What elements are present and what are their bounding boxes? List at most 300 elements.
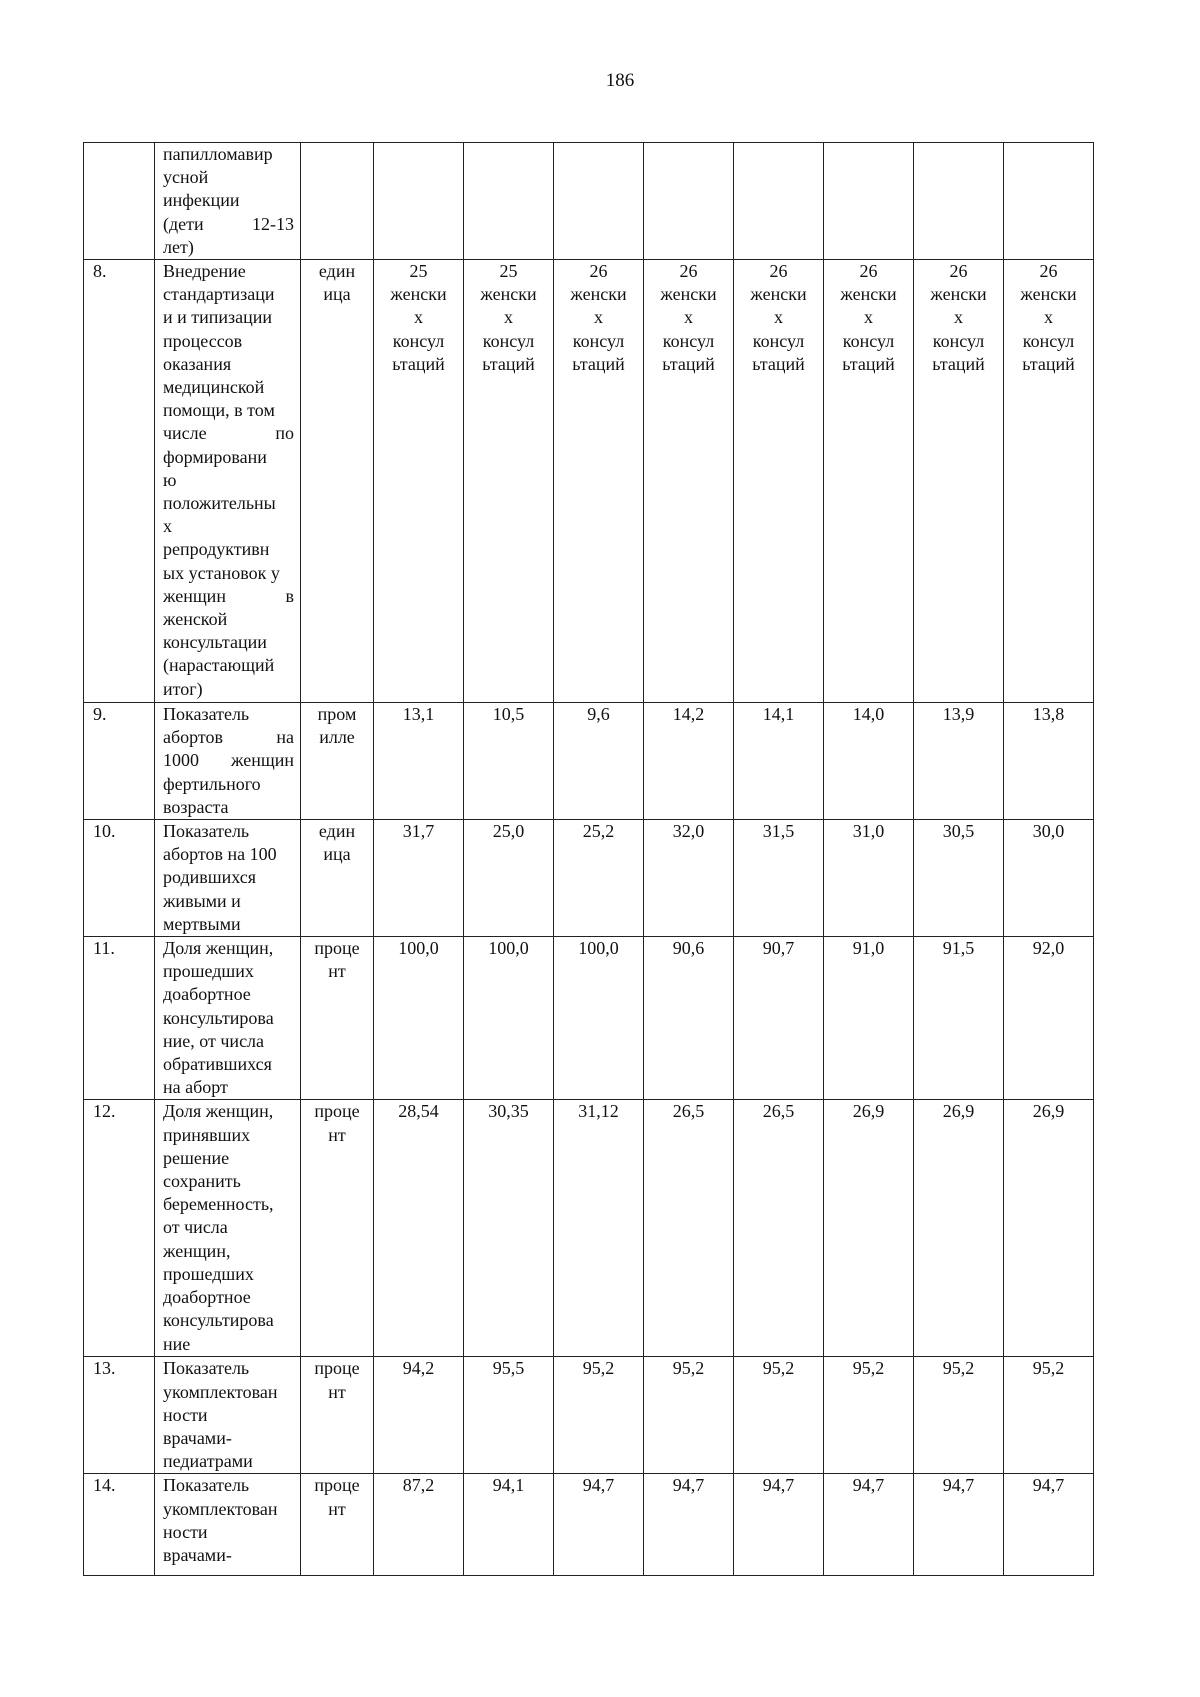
indicator-name-line [163,143,294,166]
indicator-name-word: в [285,585,294,606]
value-cell-year-3 [554,820,644,937]
indicator-name-line [163,1286,294,1309]
value-cell-year-6 [824,1357,914,1474]
indicator-name-word: стандартизаци [163,284,275,305]
indicator-name-line [163,1357,294,1380]
value-line: 26,5 [672,1101,705,1122]
indicator-name-line [163,376,294,399]
indicator-name-line [163,1030,294,1053]
indicator-name-line [163,330,294,353]
indicator-name-line [163,960,294,983]
indicator-name-line [163,213,294,236]
value-cell-year-2 [464,820,554,937]
value-line: 30,5 [942,821,975,842]
indicator-name-line [163,260,294,283]
table-body [84,143,1094,1576]
value-line: 10,5 [492,704,525,725]
value-cell-year-8 [1004,1357,1094,1474]
indicator-name-line [163,678,294,701]
indicator-name-word: папилломавир [163,144,273,164]
value-line: х [864,307,873,328]
value-line: 95,5 [492,1358,525,1379]
unit-line: нт [328,961,346,982]
value-cell-year-3 [554,937,644,1100]
value-line: консул [842,330,895,351]
indicator-name-cell [155,1100,301,1357]
indicator-name-word: сохранить [163,1171,241,1192]
indicator-name-word: укомплектован [163,1498,278,1519]
value-line: 14,0 [852,704,885,725]
value-line: женски [750,284,807,305]
value-cell-year-8 [1004,820,1094,937]
table-row [84,1100,1094,1357]
value-line: ьтаций [662,353,715,374]
value-cell-year-4 [644,937,734,1100]
indicator-name-word: медицинской [163,377,265,398]
row-number-cell: 12. [84,1100,155,1357]
indicator-table [83,142,1094,1576]
value-cell-year-4 [644,143,734,260]
unit-line: проце [314,1101,360,1122]
value-line: 14,1 [762,704,795,725]
value-cell-year-5 [734,937,824,1100]
indicator-name-word: врачами- [163,1545,232,1566]
value-line: 13,1 [402,704,435,725]
indicator-name-line [163,820,294,843]
value-cell-year-6 [824,143,914,260]
indicator-name-line [163,1216,294,1239]
row-number-cell: 9. [84,703,155,820]
value-line: 100,0 [578,938,619,959]
table-row [84,820,1094,937]
indicator-name-line [163,631,294,654]
value-cell-year-6 [824,937,914,1100]
value-line: ьтаций [842,353,895,374]
value-cell-year-3 [554,703,644,820]
value-line: 25 [499,261,518,282]
indicator-name-word: на аборт [163,1077,228,1098]
value-line: 94,1 [492,1475,525,1496]
value-cell-year-5 [734,1100,824,1357]
indicator-name-word: инфекции [163,190,240,211]
indicator-name-word: решение [163,1147,230,1168]
value-line: х [954,307,963,328]
value-line: 30,0 [1032,821,1065,842]
value-cell-year-4 [644,1474,734,1576]
unit-line: илле [319,727,355,748]
value-line: х [414,307,423,328]
value-line: х [594,307,603,328]
value-cell-year-6 [824,1100,914,1357]
value-line: 94,7 [1032,1475,1065,1496]
value-cell-year-4 [644,703,734,820]
indicator-name-line [163,1404,294,1427]
value-line: 95,2 [762,1358,795,1379]
value-line: х [504,307,513,328]
indicator-name-line [163,585,294,608]
value-line: ьтаций [932,353,985,374]
row-number-cell: 11. [84,937,155,1100]
value-line: х [774,307,783,328]
value-cell-year-7 [914,820,1004,937]
table-row [84,260,1094,703]
indicator-name-word: процессов [163,330,243,351]
unit-line: проце [314,938,360,959]
indicator-name-line [163,446,294,469]
value-line: женски [930,284,987,305]
indicator-name-line [163,353,294,376]
indicator-name-word: педиатрами [163,1451,253,1472]
value-line: 94,7 [672,1475,705,1496]
value-cell-year-6 [824,1474,914,1576]
indicator-name-line [163,1193,294,1216]
value-cell-year-5 [734,703,824,820]
indicator-name-line [163,1100,294,1123]
value-line: 32,0 [672,821,705,842]
indicator-name-word: и и типизации [163,307,273,328]
value-cell-year-8 [1004,703,1094,820]
value-line: 94,7 [942,1475,975,1496]
indicator-name-line [163,1240,294,1263]
unit-cell [301,1100,374,1357]
value-cell-year-5 [734,143,824,260]
indicator-name-cell [155,1357,301,1474]
indicator-name-word: женщин, [163,1240,231,1261]
value-line: женски [570,284,627,305]
indicator-name-word: мертвыми [163,913,241,934]
indicator-name-line [163,1474,294,1497]
value-line: 94,7 [762,1475,795,1496]
value-line: 95,2 [1032,1358,1065,1379]
indicator-name-line [163,1147,294,1170]
value-line: консул [932,330,985,351]
unit-line: нт [328,1124,346,1145]
value-cell-year-6 [824,820,914,937]
indicator-name-word: женщин [231,750,294,771]
value-cell-year-8 [1004,143,1094,260]
indicator-name-word: помощи, в том [163,400,275,421]
indicator-name-line [163,1076,294,1099]
indicator-name-word: беременность, [163,1194,274,1215]
value-cell-year-4 [644,260,734,703]
indicator-name-line [163,422,294,445]
value-line: 26 [769,261,788,282]
value-line: 95,2 [672,1358,705,1379]
indicator-name-word: по [275,423,294,444]
value-line: х [1044,307,1053,328]
value-line: х [684,307,693,328]
indicator-name-word: ности [163,1404,208,1425]
value-cell-year-4 [644,1357,734,1474]
value-cell-year-5 [734,1474,824,1576]
indicator-name-word: х [163,516,172,537]
value-cell-year-6 [824,703,914,820]
value-line: консул [752,330,805,351]
value-line: консул [1022,330,1075,351]
unit-line: проце [314,1358,360,1379]
unit-line: ица [323,284,351,305]
value-line: 90,7 [762,938,795,959]
value-line: женски [660,284,717,305]
indicator-name-cell [155,703,301,820]
value-line: 95,2 [852,1358,885,1379]
indicator-name-word: итог) [163,678,203,699]
indicator-name-line [163,236,294,259]
unit-cell [301,820,374,937]
indicator-name-word: женской [163,609,228,630]
indicator-name-line [163,913,294,936]
value-cell-year-8 [1004,260,1094,703]
value-cell-year-1 [374,820,464,937]
indicator-name-word: родившихся [163,867,257,888]
indicator-name-word: фертильного [163,773,261,794]
value-cell-year-1 [374,703,464,820]
indicator-name-word: Доля женщин, [163,938,274,959]
indicator-name-line [163,843,294,866]
indicator-name-word: лет) [163,236,194,257]
value-line: 26 [949,261,968,282]
value-line: 90,6 [672,938,705,959]
value-line: 95,2 [582,1358,615,1379]
value-cell-year-7 [914,703,1004,820]
value-line: 100,0 [488,938,529,959]
unit-line: проце [314,1475,360,1496]
value-cell-year-3 [554,1100,644,1357]
indicator-name-line [163,283,294,306]
value-cell-year-2 [464,143,554,260]
value-cell-year-3 [554,260,644,703]
unit-line: ица [323,844,351,865]
row-number-cell: 8. [84,260,155,703]
indicator-name-line [163,1309,294,1332]
indicator-name-word: врачами- [163,1428,232,1449]
value-cell-year-1 [374,937,464,1100]
value-cell-year-7 [914,260,1004,703]
indicator-name-line [163,1521,294,1544]
indicator-name-line [163,937,294,960]
indicator-name-word: доабортное [163,1287,251,1308]
value-cell-year-3 [554,143,644,260]
indicator-name-word: Внедрение [163,261,246,282]
value-cell-year-3 [554,1474,644,1576]
indicator-name-line [163,538,294,561]
value-line: женски [390,284,447,305]
value-line: консул [572,330,625,351]
indicator-name-line [163,1427,294,1450]
indicator-name-line [163,399,294,422]
indicator-name-word: консультации [163,632,267,653]
value-cell-year-2 [464,1357,554,1474]
value-cell-year-7 [914,937,1004,1100]
indicator-name-word: ности [163,1521,208,1542]
value-cell-year-4 [644,820,734,937]
value-cell-year-1 [374,260,464,703]
indicator-name-line [163,749,294,772]
value-cell-year-8 [1004,937,1094,1100]
indicator-name-line [163,654,294,677]
indicator-name-word: формировани [163,446,267,467]
indicator-name-line [163,469,294,492]
table-row [84,937,1094,1100]
indicator-name-word: прошедших [163,1263,254,1284]
indicator-name-line [163,1007,294,1030]
row-number-cell: 10. [84,820,155,937]
indicator-name-word: числе [163,423,207,444]
indicator-name-line [163,189,294,212]
unit-line: пром [317,704,357,725]
value-cell-year-1 [374,1357,464,1474]
value-cell-year-5 [734,820,824,937]
indicator-name-line [163,166,294,189]
indicator-name-word: Показатель [163,1358,250,1379]
indicator-name-word: прошедших [163,961,254,982]
indicator-name-line [163,515,294,538]
indicator-name-word: женщин [163,585,226,606]
value-line: консул [662,330,715,351]
indicator-name-cell [155,820,301,937]
value-cell-year-2 [464,260,554,703]
value-cell-year-7 [914,1474,1004,1576]
indicator-name-cell [155,1474,301,1576]
value-line: 31,0 [852,821,885,842]
value-line: консул [392,330,445,351]
indicator-name-word: абортов [163,727,224,748]
value-line: 26 [589,261,608,282]
value-line: 25 [409,261,428,282]
value-line: 13,9 [942,704,975,725]
indicator-name-line [163,492,294,515]
value-line: 95,2 [942,1358,975,1379]
value-line: 91,0 [852,938,885,959]
indicator-name-cell [155,143,301,260]
unit-cell [301,703,374,820]
indicator-name-line [163,1498,294,1521]
value-cell-year-2 [464,937,554,1100]
indicator-name-word: ю [163,469,177,490]
unit-cell [301,937,374,1100]
unit-line: нт [328,1498,346,1519]
value-line: 28,54 [398,1101,439,1122]
value-line: ьтаций [1022,353,1075,374]
indicator-name-word: 1000 [163,750,199,771]
table-row [84,1357,1094,1474]
indicator-name-cell [155,260,301,703]
indicator-name-word: принявших [163,1124,251,1145]
value-cell-year-1 [374,1100,464,1357]
table-row [84,703,1094,820]
unit-cell [301,143,374,260]
value-line: 26,9 [852,1101,885,1122]
unit-line: един [318,821,356,842]
indicator-name-word: на [276,727,294,748]
indicator-name-word: Показатель [163,821,250,842]
indicator-name-line [163,866,294,889]
value-line: 87,2 [402,1475,435,1496]
indicator-name-word: консультирова [163,1310,274,1331]
indicator-name-line [163,726,294,749]
value-line: 31,12 [578,1101,619,1122]
value-cell-year-5 [734,1357,824,1474]
value-line: 26 [679,261,698,282]
indicator-name-line [163,1381,294,1404]
indicator-name-word: ние, от числа [163,1030,265,1051]
indicator-name-line [163,1053,294,1076]
value-line: 94,7 [582,1475,615,1496]
indicator-name-word: укомплектован [163,1381,278,1402]
indicator-name-word: от числа [163,1217,228,1238]
indicator-name-line [163,1450,294,1473]
value-line: 9,6 [587,704,610,725]
page-number: 186 [605,70,635,91]
value-line: женски [1020,284,1077,305]
indicator-name-word: ние [163,1333,191,1354]
value-line: 26,9 [1032,1101,1065,1122]
value-line: женски [840,284,897,305]
value-line: 25,2 [582,821,615,842]
table-row [84,1474,1094,1576]
value-cell-year-7 [914,1357,1004,1474]
unit-line: един [318,261,356,282]
indicator-name-word: оказания [163,353,232,374]
value-line: 13,8 [1032,704,1065,725]
value-line: ьтаций [482,353,535,374]
value-line: ьтаций [752,353,805,374]
value-cell-year-7 [914,1100,1004,1357]
value-cell-year-5 [734,260,824,703]
unit-cell [301,260,374,703]
value-line: 30,35 [488,1101,529,1122]
indicator-name-word: абортов на 100 [163,844,277,865]
indicator-name-line [163,306,294,329]
table-row [84,143,1094,260]
value-line: женски [480,284,537,305]
indicator-name-word: усной [163,167,209,188]
value-line: 14,2 [672,704,705,725]
indicator-name-word: Показатель [163,704,250,725]
value-line: 100,0 [398,938,439,959]
indicator-name-word: ых установок у [163,562,280,583]
value-cell-year-1 [374,143,464,260]
indicator-name-line [163,983,294,1006]
row-number-cell [84,143,155,260]
indicator-name-word: консультирова [163,1007,274,1028]
indicator-name-word: доабортное [163,984,251,1005]
indicator-name-word: положительны [163,493,276,514]
value-line: 91,5 [942,938,975,959]
indicator-name-cell [155,937,301,1100]
value-cell-year-1 [374,1474,464,1576]
indicator-name-word: Доля женщин, [163,1101,274,1122]
indicator-name-word: живыми и [163,890,241,911]
indicator-name-line [163,890,294,913]
unit-cell [301,1357,374,1474]
value-line: 26,9 [942,1101,975,1122]
value-line: ьтаций [572,353,625,374]
value-cell-year-8 [1004,1474,1094,1576]
value-line: консул [482,330,535,351]
indicator-name-line [163,1544,294,1567]
indicator-name-line [163,773,294,796]
value-cell-year-2 [464,1474,554,1576]
value-cell-year-4 [644,1100,734,1357]
value-line: ьтаций [392,353,445,374]
value-cell-year-8 [1004,1100,1094,1357]
indicator-name-line [163,562,294,585]
indicator-name-word: Показатель [163,1475,250,1496]
indicator-name-line [163,608,294,631]
value-line: 26 [1039,261,1058,282]
indicator-name-word: (нарастающий [163,655,275,676]
